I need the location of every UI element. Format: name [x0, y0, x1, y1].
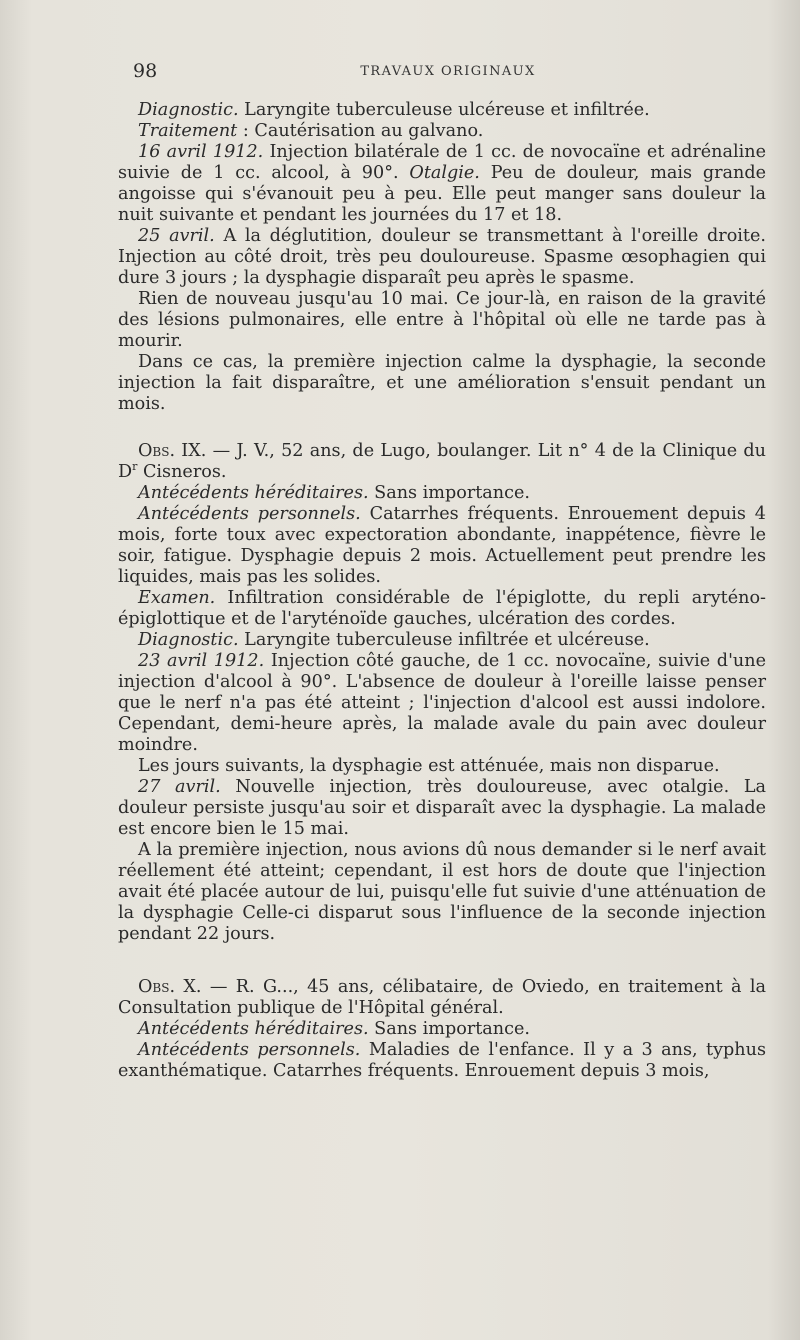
antecedents-hereditaires-x-label: Antécédents héréditaires.: [138, 1019, 369, 1039]
antecedents-hereditaires-label: Antécédents héréditaires.: [138, 483, 369, 503]
antecedents-personnels-x-text: Maladies de l'enfance. Il y a 3 ans, typhus exanthématique. Catarrhes fréquents. Enrouement depuis 3 mois,: [118, 1040, 766, 1081]
obs-x-text: — R. G..., 45 ans, célibataire, de Oviedo, en traitement à la Consultation publique de l'Hôpital général.: [118, 977, 766, 1018]
text-23-avril: Injection côté gauche, de 1 cc. novocaïne, suivie d'une injection d'alcool à 90°. L'absence de douleur à l'oreille laisse penser que le nerf n'a pas été atteint ; l'injection d'alcool est aussi indolore. Cependant, demi-heure après, la malade avale du pain avec douleur moindre.: [118, 651, 766, 755]
otalgie-label: Otalgie.: [409, 163, 480, 183]
date-23-avril: 23 avril 1912.: [138, 651, 265, 671]
page-number: 98: [133, 60, 158, 82]
antecedents-personnels-x-label: Antécédents personnels.: [138, 1040, 361, 1060]
date-16-avril: 16 avril 1912.: [138, 142, 264, 162]
paragraph-antecedents-personnels-x: [118, 1040, 766, 1082]
diagnostic-text: Laryngite tuberculeuse ulcéreuse et infiltrée.: [238, 100, 650, 120]
traitement-text: : Cautérisation au galvano.: [237, 121, 484, 141]
examen-label: Examen.: [138, 588, 216, 608]
diagnostic-label: Diagnostic.: [138, 100, 239, 120]
paragraph-obs-ix: [118, 441, 766, 483]
date-25-avril: 25 avril.: [138, 226, 215, 246]
obs-ix-sup: r: [132, 460, 138, 474]
obs-x-label: Obs. X.: [138, 977, 202, 997]
antecedents-personnels-text: Catarrhes fréquents. Enrouement depuis 4 mois, forte toux avec expectoration abondante, inappétence, fièvre le soir, fatigue. Dysphagie depuis 2 mois. Actuellement peut prendre les liquides, mais pas les solides.: [118, 504, 766, 587]
running-title: TRAVAUX ORIGINAUX: [360, 64, 536, 79]
paragraph-antecedents-personnels-ix: [118, 504, 766, 588]
antecedents-hereditaires-x-text: Sans importance.: [368, 1019, 530, 1039]
date-27-avril: 27 avril.: [138, 777, 221, 797]
antecedents-personnels-label: Antécédents personnels.: [138, 504, 361, 524]
paragraph-16-avril: [118, 142, 766, 226]
obs-ix-text-b: Cisneros.: [137, 462, 227, 482]
traitement-label: Traitement: [138, 121, 238, 141]
paragraph-10-mai: Rien de nouveau jusqu'au 10 mai. Ce jour-là, en raison de la gravité des lésions pulmonaires, elle entre à l'hôpital où elle ne tarde pas à mourir.: [118, 289, 766, 351]
paragraph-obs-x: [118, 977, 766, 1019]
article-body: [118, 100, 766, 1082]
paragraph-23-avril: [118, 651, 766, 756]
diagnostic-ix-label: Diagnostic.: [138, 630, 239, 650]
text-16-avril-a: Injection bilatérale de 1 cc. de novocaïne et adrénaline suivie de 1 cc. alcool, à 90°.: [118, 142, 766, 183]
text-25-avril: A la déglutition, douleur se transmettant à l'oreille droite. Injection au côté droit, très peu douloureuse. Spasme œsophagien qui dure 3 jours ; la dysphagie disparaît peu après le spasme.: [118, 226, 767, 288]
paragraph-premiere-injection: A la première injection, nous avions dû nous demander si le nerf avait réellement été atteint; cependant, il est hors de doute que l'injection avait été placée autour de lui, puisqu'elle fut suivie d'une atténuation de la dysphagie Celle-ci disparut sous l'influence de la seconde injection pendant 22 jours.: [118, 840, 766, 944]
paragraph-diagnostic-ix: [118, 630, 766, 651]
obs-ix-text-a: — J. V., 52 ans, de Lugo, boulanger. Lit n° 4 de la Clinique du D: [118, 441, 767, 482]
paragraph-antecedents-hereditaires-x: [118, 1019, 766, 1040]
page-header: [133, 60, 763, 84]
obs-ix-label: Obs. IX.: [138, 441, 207, 461]
paragraph-conclusion-cas: Dans ce cas, la première injection calme la dysphagie, la seconde injection la fait disparaître, et une amélioration s'ensuit pendant un mois.: [118, 352, 766, 414]
paragraph-diagnostic: [118, 100, 766, 121]
text-27-avril: Nouvelle injection, très douloureuse, avec otalgie. La douleur persiste jusqu'au soir et disparaît avec la dysphagie. La malade est encore bien le 15 mai.: [118, 777, 766, 839]
paragraph-antecedents-hereditaires-ix: [118, 483, 766, 504]
paragraph-jours-suivants: Les jours suivants, la dysphagie est atténuée, mais non disparue.: [138, 756, 720, 776]
paragraph-examen: [118, 588, 766, 630]
examen-text: Infiltration considérable de l'épiglotte, du repli aryténo-épiglottique et de l'aryténoïde gauches, ulcération des cordes.: [118, 588, 766, 629]
paragraph-25-avril: [118, 226, 766, 289]
antecedents-hereditaires-text: Sans importance.: [368, 483, 530, 503]
paragraph-traitement: [118, 121, 766, 142]
diagnostic-ix-text: Laryngite tuberculeuse infiltrée et ulcéreuse.: [238, 630, 650, 650]
paragraph-27-avril: [118, 777, 766, 840]
text-16-avril-b: Peu de douleur, mais grande angoisse qui s'évanouit peu à peu. Elle peut manger sans douleur la nuit suivante et pendant les journées du 17 et 18.: [118, 163, 766, 225]
